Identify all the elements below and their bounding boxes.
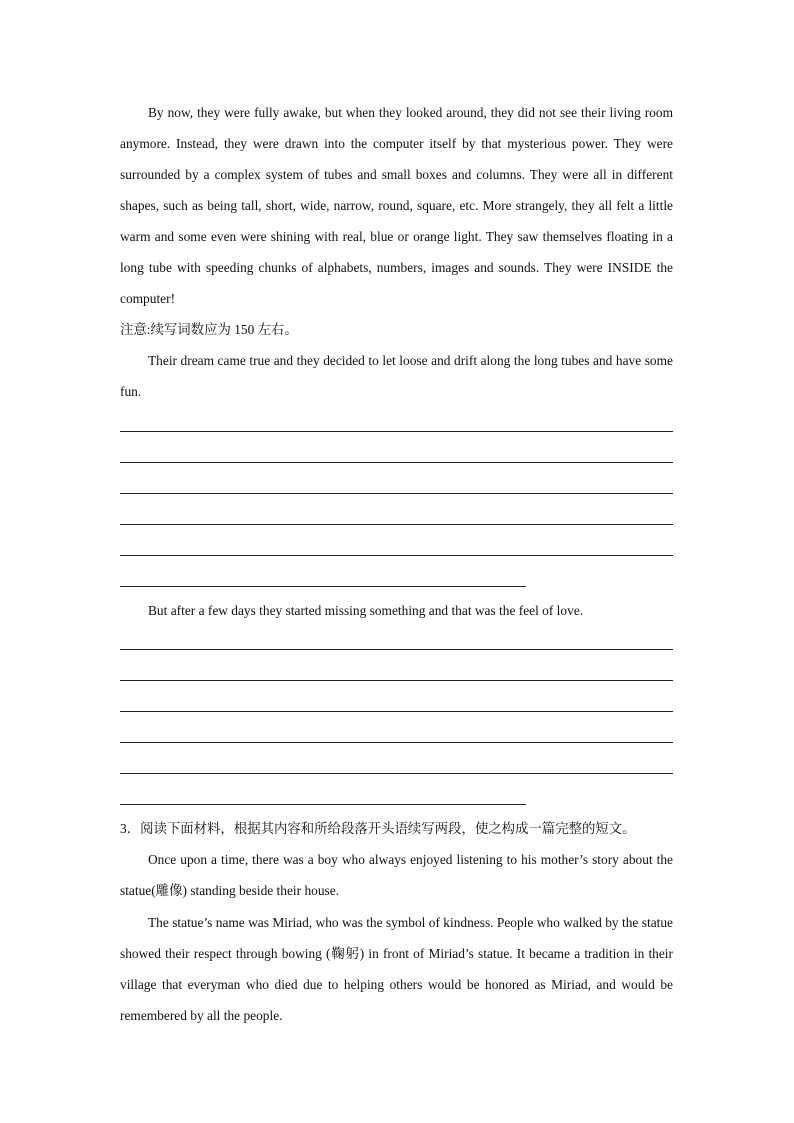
- writing-line[interactable]: [120, 711, 673, 712]
- writing-line[interactable]: [120, 586, 526, 587]
- story-paragraph: By now, they were fully awake, but when they looked around, they did not see their living room anymore. Instead, they were drawn into the computer itself by that mysterious power. They were surrounded by a complex system of tubes and small boxes and columns. They were all in different shapes, such as being tall, short, wide, narrow, round, square, etc. More strangely, they all felt a little warm and some even were shining with real, blue or orange light. They saw themselves floating in a long tube with speeding chunks of alphabets, numbers, images and sounds. They were INSIDE the computer!: [120, 105, 673, 306]
- word-count-note: 注意:续写词数应为 150 左右。: [120, 322, 298, 337]
- writing-line[interactable]: [120, 773, 673, 774]
- continuation-prompt-1: Their dream came true and they decided to let loose and drift along the long tubes and have some fun.: [120, 353, 673, 399]
- writing-line[interactable]: [120, 649, 673, 650]
- writing-line[interactable]: [120, 742, 673, 743]
- writing-line[interactable]: [120, 493, 673, 494]
- writing-line[interactable]: [120, 680, 673, 681]
- question-3-paragraph-1: Once upon a time, there was a boy who always enjoyed listening to his mother’s story about the statue(雕像) standing beside their house.: [120, 852, 673, 898]
- writing-line[interactable]: [120, 524, 673, 525]
- writing-line[interactable]: [120, 431, 673, 432]
- writing-line[interactable]: [120, 804, 526, 805]
- writing-line[interactable]: [120, 555, 673, 556]
- continuation-prompt-2: But after a few days they started missing something and that was the feel of love.: [148, 603, 584, 618]
- question-3-paragraph-2: The statue’s name was Miriad, who was the symbol of kindness. People who walked by the statue showed their respect through bowing (鞠躬) in front of Miriad’s statue. It became a tradition in their village that everyman who died due to helping others would be honored as Miriad, and would be remembered by all the people.: [120, 915, 673, 1023]
- writing-line[interactable]: [120, 462, 673, 463]
- question-3-instruction: 3．阅读下面材料，根据其内容和所给段落开头语续写两段，使之构成一篇完整的短文。: [120, 821, 636, 836]
